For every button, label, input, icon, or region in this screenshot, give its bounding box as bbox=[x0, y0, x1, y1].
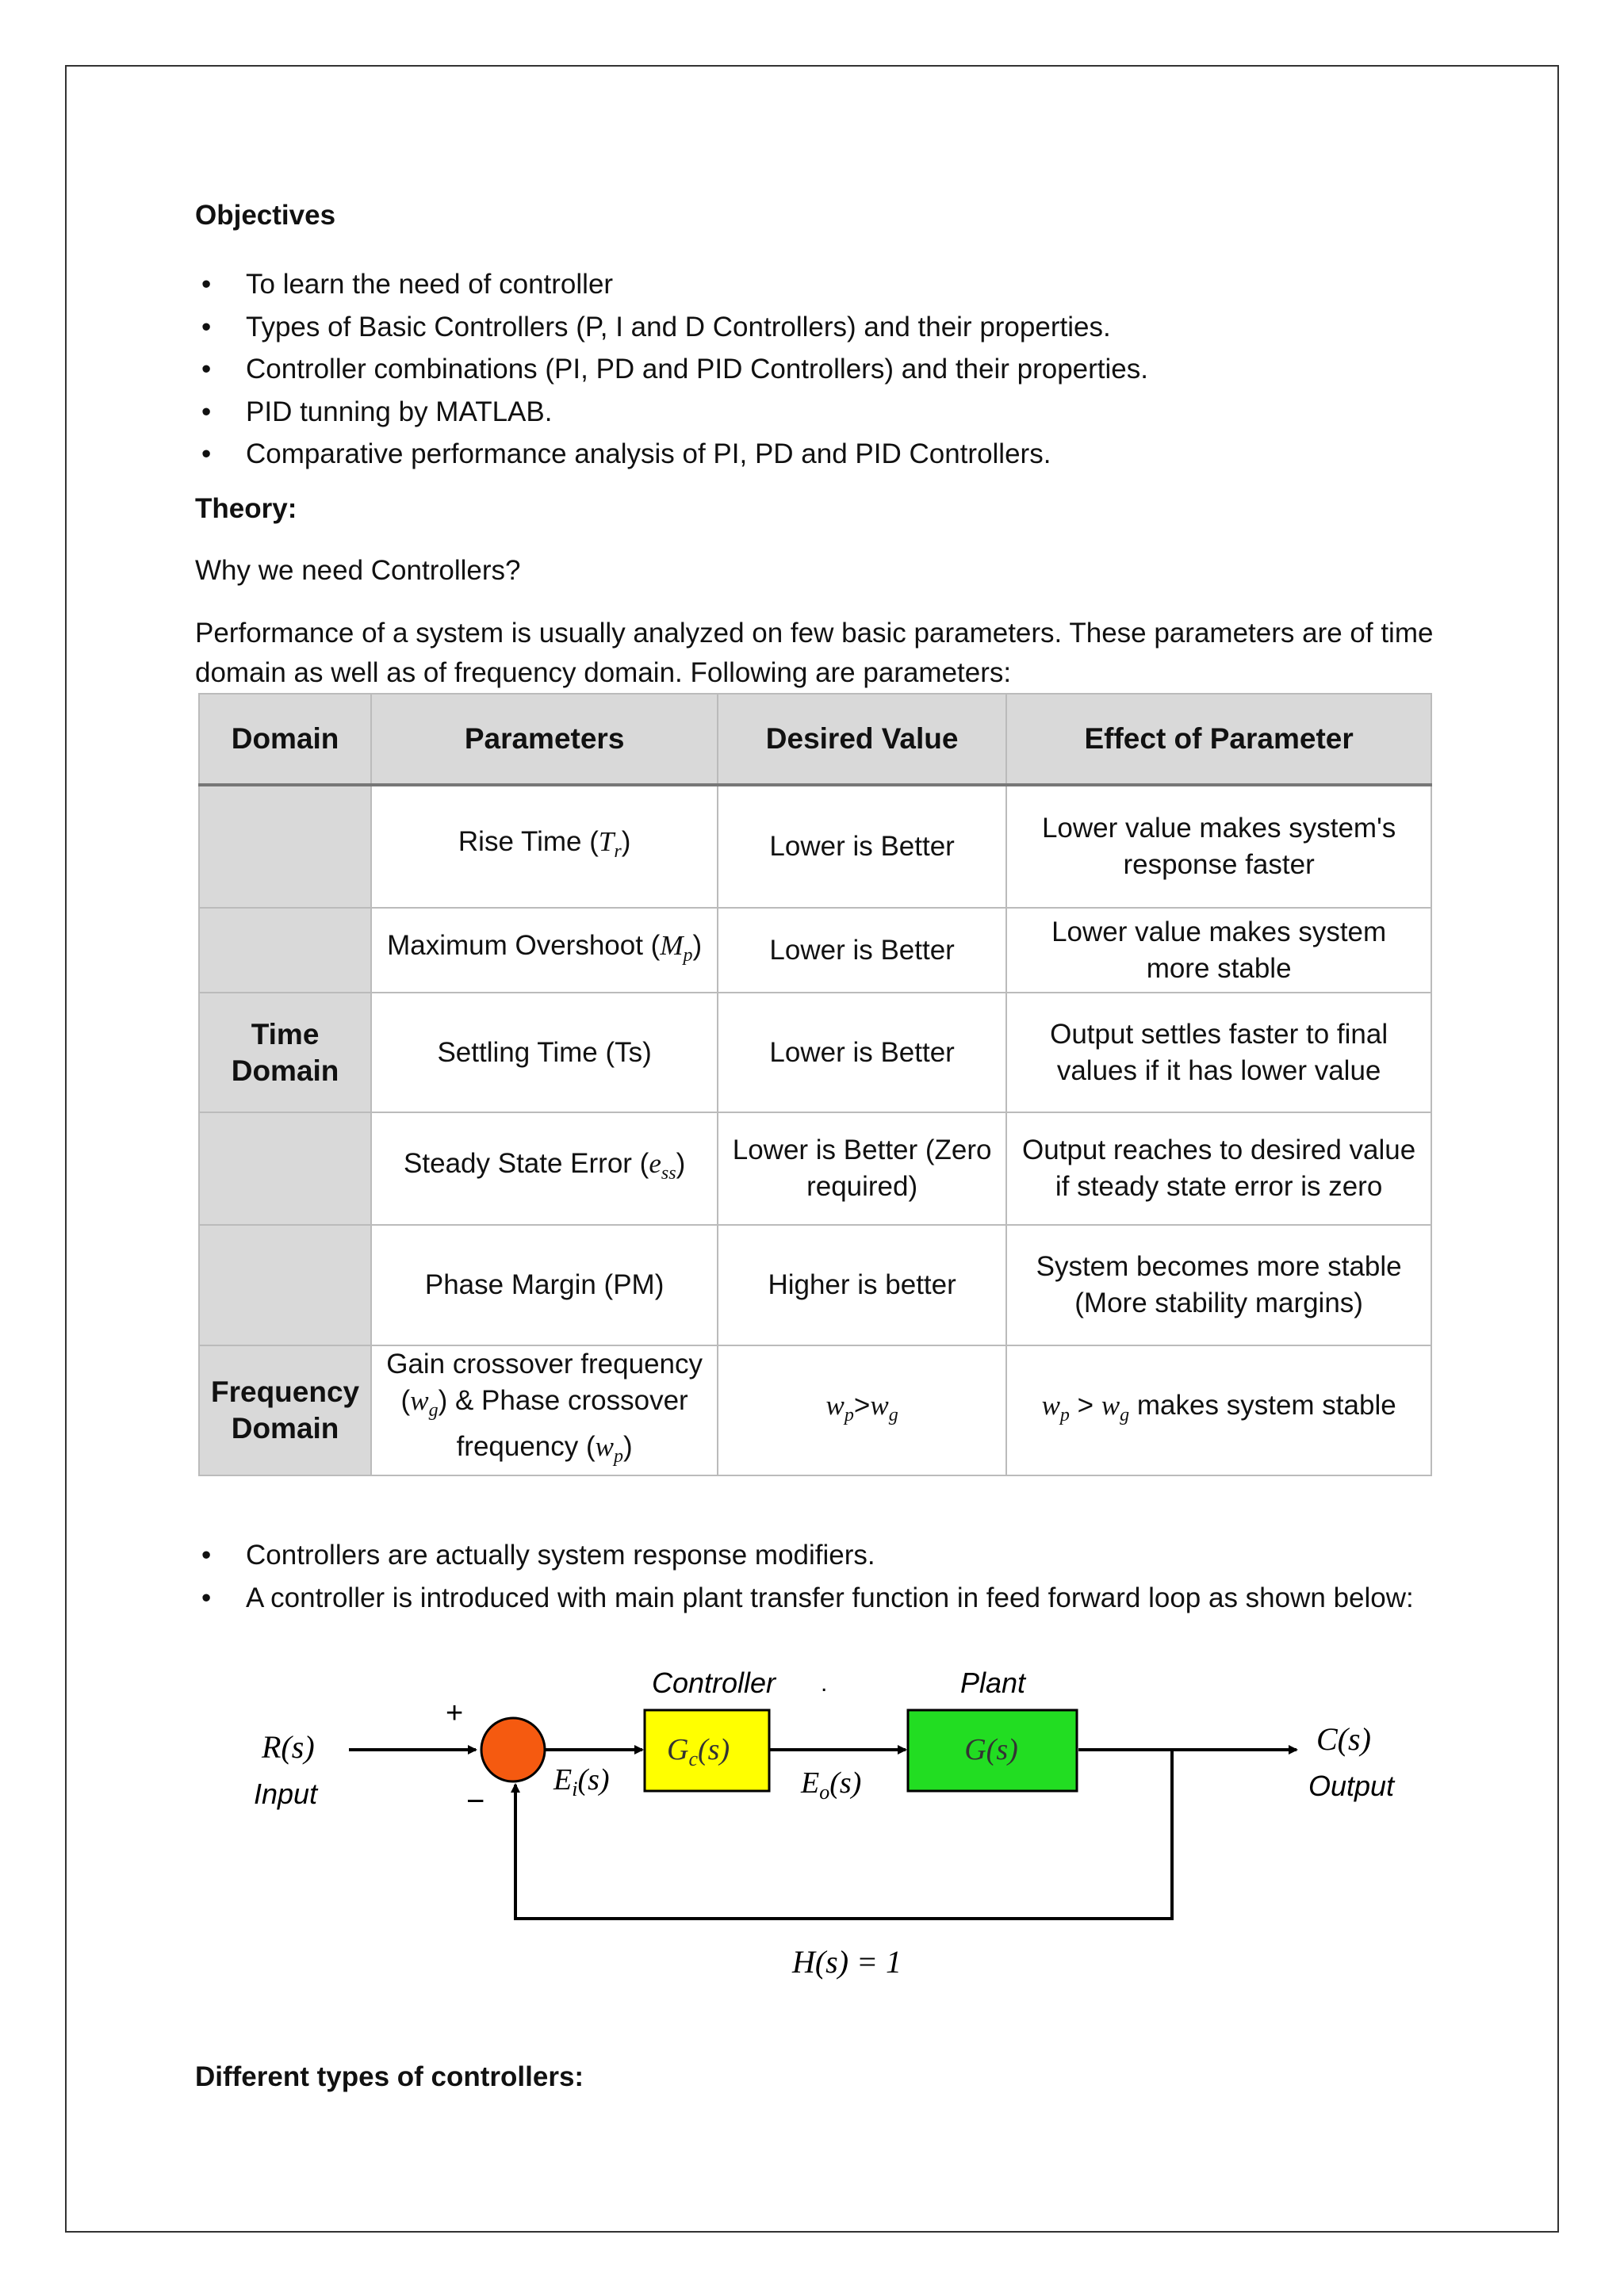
param-text: frequency bbox=[456, 1431, 579, 1462]
input-label: Input bbox=[254, 1777, 318, 1810]
plus-sign: + bbox=[446, 1697, 464, 1730]
param-symbol: T bbox=[598, 826, 615, 857]
desired-cell: Lower is Better bbox=[718, 785, 1006, 908]
desired-cell: $w_p>w_g$ bbox=[718, 1345, 1006, 1475]
parameters-table bbox=[198, 693, 1432, 1476]
param-cell bbox=[371, 1112, 718, 1225]
table-header-row bbox=[199, 694, 1431, 785]
header-domain: Domain bbox=[199, 694, 371, 785]
param-end: ) bbox=[692, 929, 703, 961]
output-label: Output bbox=[1308, 1770, 1395, 1802]
table-row bbox=[199, 1112, 1431, 1225]
domain-cell bbox=[199, 1112, 371, 1225]
param-text: & Phase crossover bbox=[454, 1385, 688, 1416]
error-input-label: $E_i(s)$ bbox=[553, 1763, 610, 1800]
effect-cell: $w_p > w_g$ makes system stable bbox=[1006, 1345, 1431, 1475]
table-row bbox=[199, 993, 1431, 1112]
desired-cell: Lower is Better bbox=[718, 993, 1006, 1112]
effect-cell: Output reaches to desired value if steady state error is zero bbox=[1006, 1112, 1431, 1225]
table-row bbox=[199, 908, 1431, 993]
list-item: • A controller is introduced with main plant transfer function in feed forward loop as shown below: bbox=[195, 1577, 1543, 1620]
table-row bbox=[199, 785, 1431, 908]
header-effect: Effect of Parameter bbox=[1006, 694, 1431, 785]
param-text: Steady State Error ( bbox=[404, 1148, 649, 1179]
param-subscript: ss bbox=[661, 1163, 676, 1184]
theory-intro-line-1: Performance of a system is usually analyzed on few basic parameters. These parameters are of time bbox=[195, 618, 1434, 649]
feedback-label: H(s) = 1 bbox=[791, 1944, 902, 1980]
param-subscript: r bbox=[614, 841, 622, 862]
objectives-heading: Objectives bbox=[195, 200, 336, 231]
param-symbol: e bbox=[649, 1148, 661, 1179]
stray-dot: . bbox=[821, 1670, 828, 1697]
list-item: • Types of Basic Controllers (P, I and D Controllers) and their properties. bbox=[195, 306, 1432, 349]
effect-suffix: makes system stable bbox=[1136, 1390, 1396, 1421]
list-item: • Controller combinations (PI, PD and PID Controllers) and their properties. bbox=[195, 348, 1432, 391]
table-row bbox=[199, 1345, 1431, 1475]
param-text: Gain crossover frequency bbox=[386, 1349, 703, 1380]
param-cell: Phase Margin (PM) bbox=[371, 1225, 718, 1345]
param-subscript: p bbox=[683, 944, 693, 966]
list-item: • Comparative performance analysis of PI, PD and PID Controllers. bbox=[195, 433, 1432, 476]
param-cell: Gain crossover frequency $(w_g)$ & Phase crossover frequency $(w_p)$ bbox=[371, 1345, 718, 1475]
domain-label: Time bbox=[251, 1017, 320, 1050]
theory-heading: Theory: bbox=[195, 493, 297, 524]
list-item: • To learn the need of controller bbox=[195, 263, 1432, 306]
error-output-label: $E_o(s)$ bbox=[801, 1766, 862, 1804]
domain-label: Domain bbox=[231, 1054, 339, 1087]
domain-label: Frequency bbox=[211, 1376, 360, 1408]
param-cell bbox=[371, 785, 718, 908]
effect-cell: Lower value makes system's response faster bbox=[1006, 785, 1431, 908]
minus-sign: − bbox=[466, 1784, 485, 1819]
param-symbol: M bbox=[660, 929, 684, 961]
controller-title: Controller bbox=[651, 1667, 776, 1699]
list-item: • PID tunning by MATLAB. bbox=[195, 391, 1432, 434]
domain-cell bbox=[199, 1225, 371, 1345]
desired-cell: Lower is Better (Zero required) bbox=[718, 1112, 1006, 1225]
different-types-heading: Different types of controllers: bbox=[195, 2061, 584, 2092]
input-symbol: R(s) bbox=[262, 1729, 315, 1765]
param-cell: Settling Time (Ts) bbox=[371, 993, 718, 1112]
effect-cell: Output settles faster to final values if it has lower value bbox=[1006, 993, 1431, 1112]
plant-title: Plant bbox=[959, 1667, 1026, 1699]
desired-cell: Higher is better bbox=[718, 1225, 1006, 1345]
domain-cell bbox=[199, 785, 371, 908]
effect-separator: > bbox=[1069, 1390, 1101, 1421]
param-text: Maximum Overshoot ( bbox=[387, 929, 661, 961]
header-parameters: Parameters bbox=[371, 694, 718, 785]
param-end: ) bbox=[676, 1148, 686, 1179]
feedback-block-diagram bbox=[230, 1653, 1435, 1986]
plant-transfer-function: G(s) bbox=[964, 1733, 1018, 1766]
summing-junction bbox=[481, 1718, 545, 1781]
param-text: Rise Time ( bbox=[458, 826, 599, 857]
list-item: • Controllers are actually system response modifiers. bbox=[195, 1534, 1543, 1577]
time-domain-cell bbox=[199, 993, 371, 1112]
theory-question: Why we need Controllers? bbox=[195, 555, 521, 586]
desired-cell: Lower is Better bbox=[718, 908, 1006, 993]
param-end: ) bbox=[621, 826, 631, 857]
param-cell bbox=[371, 908, 718, 993]
effect-cell: Lower value makes system more stable bbox=[1006, 908, 1431, 993]
controllers-list bbox=[195, 1534, 1543, 1619]
output-symbol: C(s) bbox=[1316, 1721, 1371, 1757]
desired-separator: > bbox=[853, 1390, 871, 1421]
objectives-list bbox=[195, 263, 1432, 476]
header-desired-value: Desired Value bbox=[718, 694, 1006, 785]
domain-cell bbox=[199, 908, 371, 993]
frequency-domain-cell bbox=[199, 1345, 371, 1475]
table-row bbox=[199, 1225, 1431, 1345]
theory-intro-line-2: domain as well as of frequency domain. Following are parameters: bbox=[195, 657, 1012, 688]
domain-label: Domain bbox=[231, 1412, 339, 1445]
effect-cell: System becomes more stable (More stability margins) bbox=[1006, 1225, 1431, 1345]
controller-transfer-function: $G_c(s)$ bbox=[667, 1733, 730, 1770]
